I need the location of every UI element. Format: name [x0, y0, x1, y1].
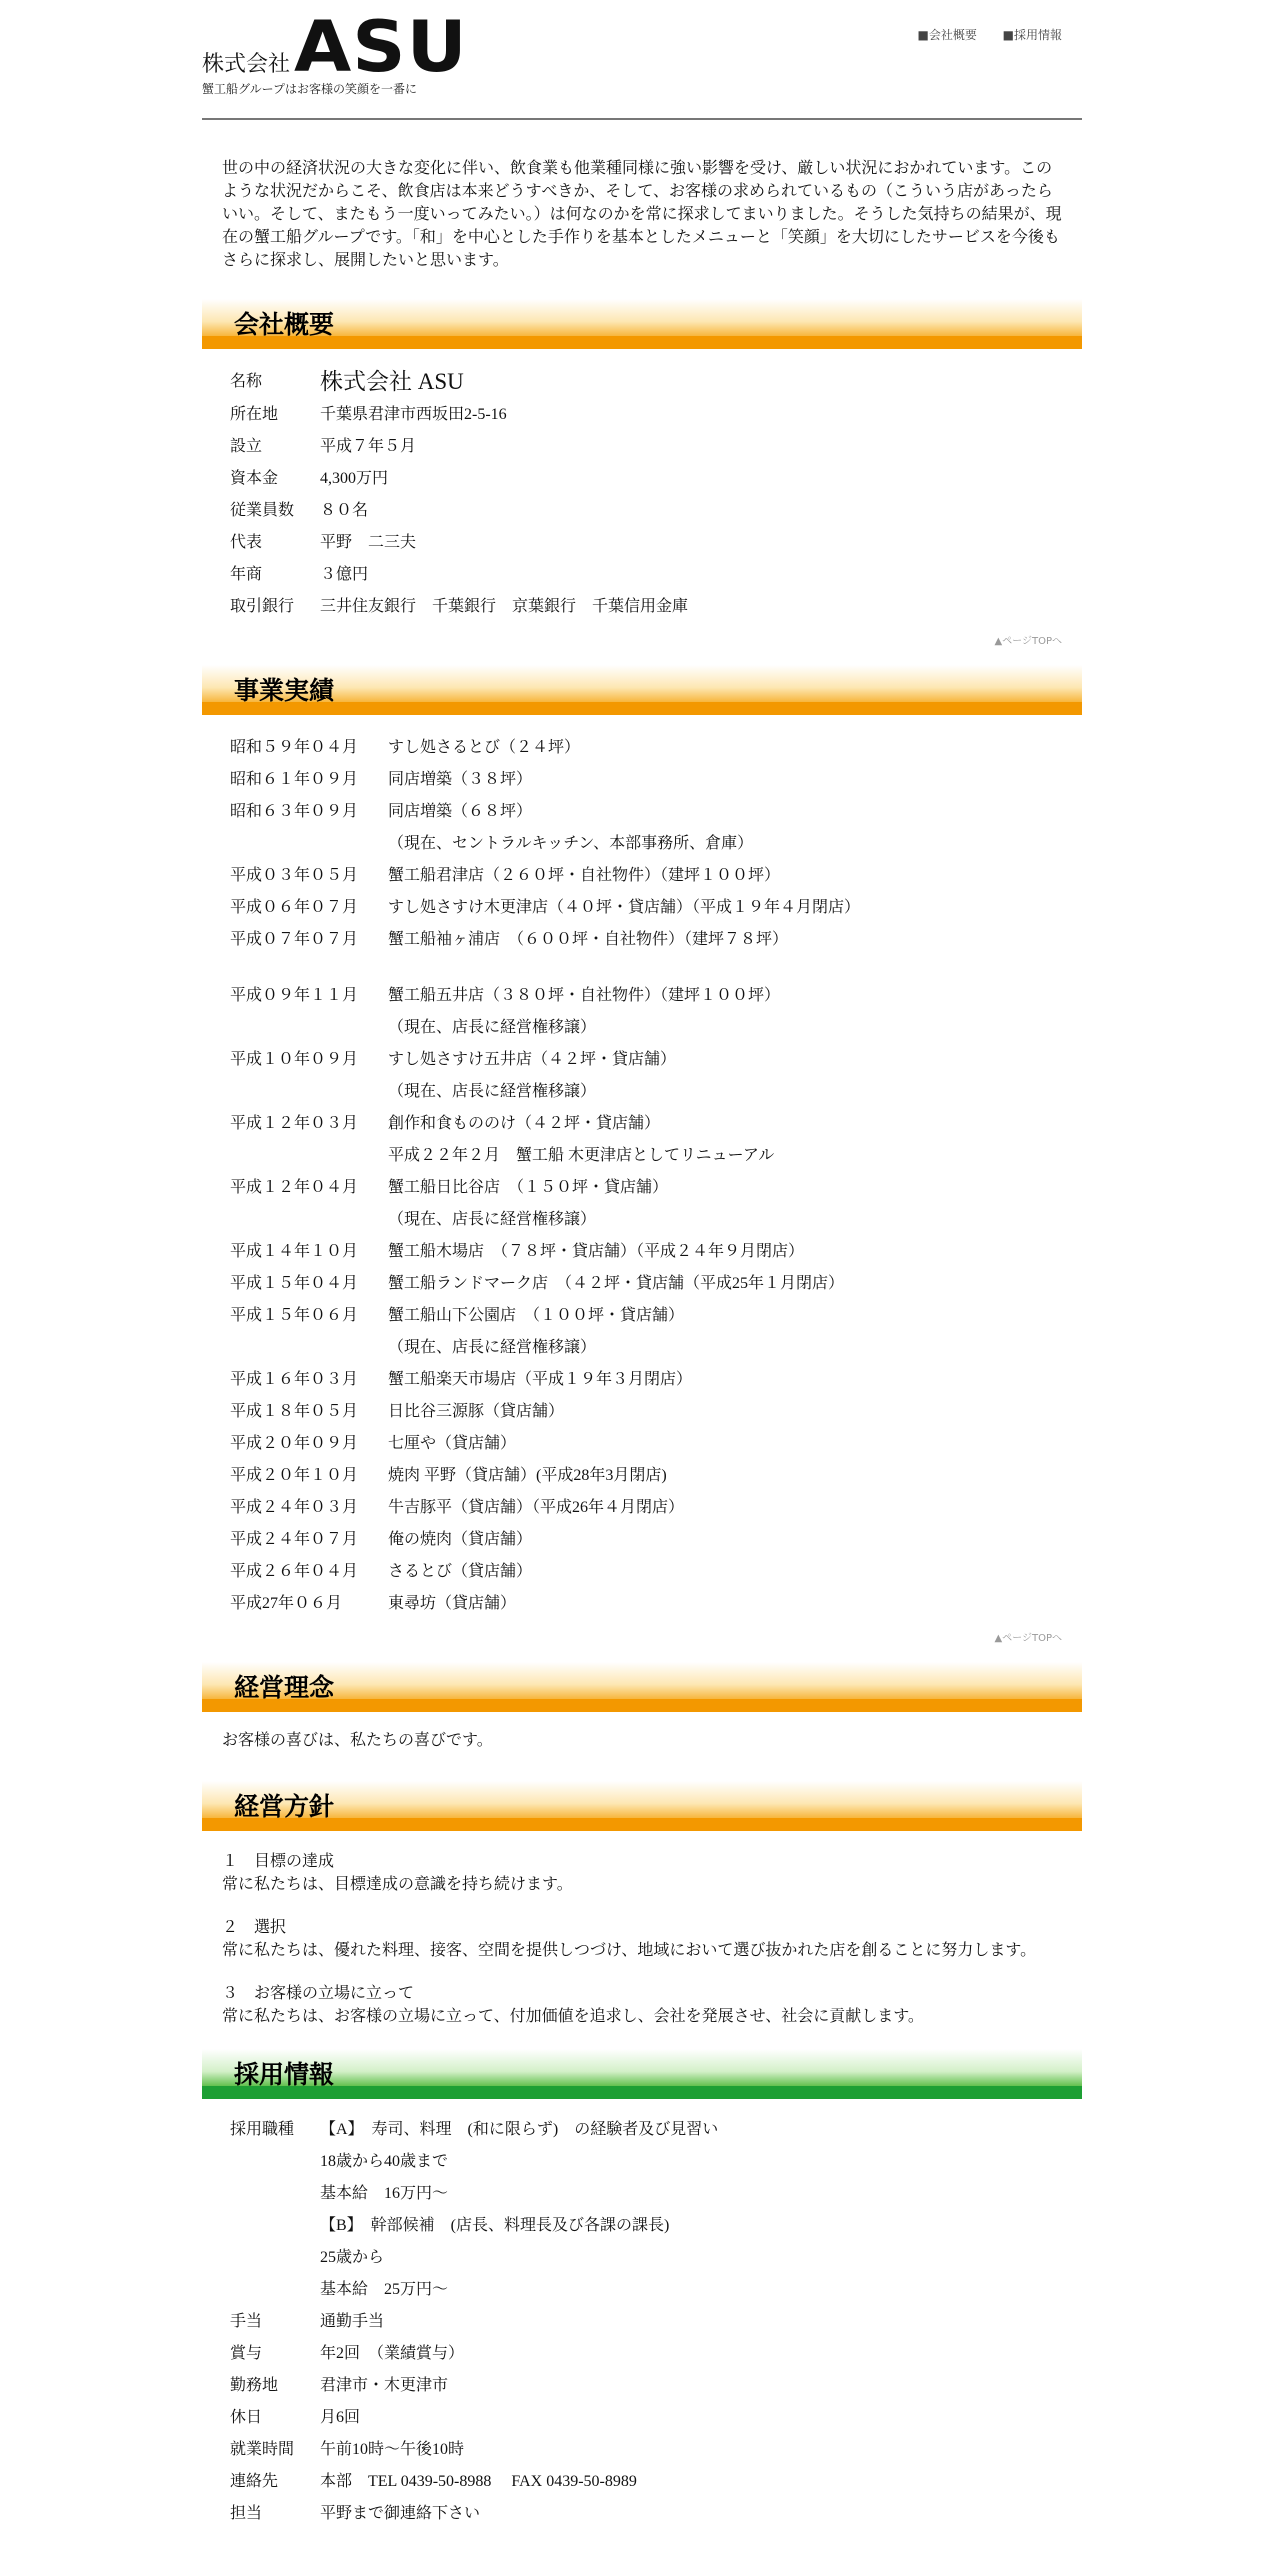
- history-row: [230, 857, 1082, 889]
- history-event: すし処さすけ木更津店（４０坪・貸店舗）（平成１９年４月閉店）: [388, 898, 861, 916]
- history-row: [230, 1457, 1082, 1489]
- history-row: [230, 1009, 1082, 1041]
- recruit-info-row: [230, 2143, 1082, 2175]
- recruit-info-row: [230, 2207, 1082, 2239]
- history-event: 俺の焼肉（貸店舗）: [388, 1530, 533, 1548]
- recruit-info-value: 【A】 寿司、料理 (和に限らず) の経験者及び見習い: [320, 2120, 719, 2138]
- history-date: 昭和６１年０９月: [230, 770, 359, 788]
- recruit-info-row: [230, 2367, 1082, 2399]
- history-event: （現在、店長に経営権移譲）: [388, 1018, 597, 1036]
- logo-tagline: 蟹工船グループはお客様の笑顔を一番に: [202, 82, 418, 96]
- history-row: [230, 1585, 1082, 1617]
- section-heading-recruit: [202, 2049, 1082, 2099]
- company-info-label: 取引銀行: [230, 597, 295, 615]
- section-title: 経営方針: [234, 1792, 335, 1821]
- history-date: 平成２６年０４月: [230, 1562, 359, 1580]
- history-event: 七厘や（貸店舗）: [388, 1434, 517, 1452]
- company-info-row: [230, 396, 1082, 428]
- history-event: 創作和食もののけ（４２坪・貸店舗）: [388, 1114, 661, 1132]
- company-info-row: [230, 524, 1082, 556]
- company-info-row: [230, 492, 1082, 524]
- recruit-info-row: [230, 2175, 1082, 2207]
- logo-company-prefix: 株式会社: [202, 51, 291, 76]
- policy-item: [222, 1981, 1062, 2027]
- intro-text: 世の中の経済状況の大きな変化に伴い、飲食業も他業種同様に強い影響を受け、厳しい状況におかれています。このような状況だからこそ、飲食店は本来どうすべきか、そして、お客様の求められているもの（こういう店があったらいい。そして、またもう一度いってみたい。）は何なのかを常に探求してまいりました。そうした気持ちの結果が、現在の蟹工船グループです。「和」を中心とした手作りを基本としたメニューと「笑顔」を大切にしたサービスを今後もさらに探求し、展開したいと思います。: [222, 158, 1062, 269]
- history-row: [230, 921, 1082, 953]
- recruit-info-label: 勤務地: [230, 2376, 279, 2394]
- section-heading-philosophy: [202, 1662, 1082, 1712]
- company-info-row: [230, 588, 1082, 620]
- recruit-info-row: [230, 2111, 1082, 2143]
- history-row: [230, 1265, 1082, 1297]
- recruit-info-label: 担当: [230, 2504, 263, 2522]
- section-title: 会社概要: [234, 310, 335, 339]
- history-date: 平成１２年０４月: [230, 1178, 359, 1196]
- company-info-label: 年商: [230, 565, 263, 583]
- policy-item-text: 常に私たちは、優れた料理、接客、空間を提供しつづけ、地域において選び抜かれた店を創ることに努力します。: [222, 1940, 1037, 1959]
- recruit-info-label: 手当: [230, 2312, 263, 2330]
- site-header: [202, 0, 1082, 120]
- recruit-info-label: 連絡先: [230, 2472, 279, 2490]
- history-row: [230, 1489, 1082, 1521]
- recruit-info-value: 年2回 （業績賞与）: [320, 2344, 465, 2362]
- history-date: 平成２０年１０月: [230, 1466, 359, 1484]
- recruit-info-value: 【B】 幹部候補 (店長、料理長及び各課の課長): [320, 2216, 670, 2234]
- recruit-info-value: 平野まで御連絡下さい: [320, 2504, 481, 2522]
- history-row: [230, 1201, 1082, 1233]
- history-event: （現在、セントラルキッチン、本部事務所、倉庫）: [388, 834, 754, 852]
- history-row: [230, 1361, 1082, 1393]
- history-spacer: [230, 953, 1082, 977]
- history-date: 平成１０年０９月: [230, 1050, 359, 1068]
- policy-item-text: 常に私たちは、お客様の立場に立って、付加価値を追求し、会社を発展させ、社会に貢献します。: [222, 2006, 924, 2025]
- recruit-info-label: 休日: [230, 2408, 263, 2426]
- policy-item-title: ２ 選択: [222, 1917, 287, 1936]
- recruit-info-table: [230, 2111, 1082, 2527]
- policy-item-title: ３ お客様の立場に立って: [222, 1983, 415, 2002]
- history-date: 平成０６年０７月: [230, 898, 359, 916]
- history-row: [230, 1233, 1082, 1265]
- history-list: [230, 729, 1082, 1617]
- history-event: （現在、店長に経営権移譲）: [388, 1210, 597, 1228]
- history-date: 平成０３年０５月: [230, 866, 359, 884]
- history-date: 平成１５年０４月: [230, 1274, 359, 1292]
- history-row: [230, 1521, 1082, 1553]
- history-date: 平成27年０６月: [230, 1594, 343, 1612]
- history-row: [230, 1553, 1082, 1585]
- history-event: 蟹工船ランドマーク店 （４２坪・貸店舗（平成25年１月閉店）: [388, 1274, 845, 1292]
- company-info-value: ８０名: [320, 501, 369, 519]
- history-event: 蟹工船日比谷店 （１５０坪・貸店舗）: [388, 1178, 669, 1196]
- history-date: 平成１５年０６月: [230, 1306, 359, 1324]
- recruit-info-label: 賞与: [230, 2344, 263, 2362]
- history-event: （現在、店長に経営権移譲）: [388, 1338, 597, 1356]
- history-event: 同店増築（３８坪）: [388, 770, 533, 788]
- company-info-value: 平成７年５月: [320, 437, 417, 455]
- history-date: 平成０７年０７月: [230, 930, 359, 948]
- page-top-link[interactable]: ▲ページTOPへ: [994, 636, 1062, 647]
- history-event: すし処さるとび（２４坪）: [388, 738, 581, 756]
- history-row: [230, 761, 1082, 793]
- company-info-row: [230, 556, 1082, 588]
- company-info-value: ３億円: [320, 565, 369, 583]
- section-heading-company: [202, 299, 1082, 349]
- history-row: [230, 889, 1082, 921]
- company-info-value: 三井住友銀行 千葉銀行 京葉銀行 千葉信用金庫: [320, 597, 689, 615]
- recruit-info-value: 通勤手当: [320, 2312, 385, 2330]
- history-row: [230, 793, 1082, 825]
- history-event: さるとび（貸店舗）: [388, 1562, 533, 1580]
- history-row: [230, 825, 1082, 857]
- recruit-info-value: 君津市・木更津市: [320, 2376, 449, 2394]
- history-date: 平成１２年０３月: [230, 1114, 359, 1132]
- company-info-value: 平野 二三夫: [320, 533, 417, 551]
- logo-wordmark: ASU: [294, 6, 468, 88]
- history-row: [230, 1073, 1082, 1105]
- company-info-value: 4,300万円: [320, 469, 389, 487]
- company-info-row: [230, 428, 1082, 460]
- nav-recruit-link[interactable]: ■採用情報: [1002, 28, 1062, 42]
- history-event: 蟹工船五井店（３８０坪・自社物件）（建坪１００坪）: [388, 986, 781, 1004]
- recruit-info-row: [230, 2271, 1082, 2303]
- history-date: 平成１６年０３月: [230, 1370, 359, 1388]
- page: [202, 0, 1082, 2527]
- recruit-info-row: [230, 2399, 1082, 2431]
- history-row: [230, 1425, 1082, 1457]
- recruit-info-row: [230, 2335, 1082, 2367]
- company-info-row: [230, 363, 1082, 396]
- company-info-label: 資本金: [230, 469, 279, 487]
- policy-item: [222, 1915, 1062, 1961]
- history-event: （現在、店長に経営権移譲）: [388, 1082, 597, 1100]
- company-info-table: [230, 363, 1082, 620]
- recruit-info-row: [230, 2303, 1082, 2335]
- history-event: 蟹工船山下公園店 （１００坪・貸店舗）: [388, 1306, 685, 1324]
- recruit-info-value: 25歳から: [320, 2248, 385, 2266]
- recruit-info-label: 採用職種: [230, 2120, 295, 2138]
- site-logo[interactable]: [202, 6, 468, 97]
- history-event: 蟹工船木場店 （７８坪・貸店舗）（平成２４年９月閉店）: [388, 1242, 805, 1260]
- history-date: 平成１８年０５月: [230, 1402, 359, 1420]
- history-row: [230, 977, 1082, 1009]
- section-heading-policy: [202, 1781, 1082, 1831]
- recruit-info-value: 18歳から40歳まで: [320, 2152, 449, 2170]
- history-row: [230, 729, 1082, 761]
- policy-item-title: １ 目標の達成: [222, 1851, 335, 1870]
- history-row: [230, 1041, 1082, 1073]
- history-row: [230, 1297, 1082, 1329]
- history-row: [230, 1137, 1082, 1169]
- history-row: [230, 1329, 1082, 1361]
- history-date: 昭和５９年０４月: [230, 738, 359, 756]
- history-event: 焼肉 平野（貸店舗）(平成28年3月閉店): [388, 1466, 667, 1484]
- history-date: 昭和６３年０９月: [230, 802, 359, 820]
- policy-list: [222, 1849, 1062, 2027]
- company-info-label: 代表: [230, 533, 263, 551]
- history-row: [230, 1169, 1082, 1201]
- history-date: 平成１４年１０月: [230, 1242, 359, 1260]
- page-top-link[interactable]: ▲ページTOPへ: [994, 1633, 1062, 1644]
- company-info-label: 従業員数: [230, 501, 295, 519]
- recruit-info-value: 午前10時～午後10時: [320, 2440, 465, 2458]
- history-date: 平成２０年０９月: [230, 1434, 359, 1452]
- history-event: 蟹工船楽天市場店（平成１９年３月閉店）: [388, 1370, 693, 1388]
- company-info-label: 名称: [230, 373, 263, 390]
- policy-item: [222, 1849, 1062, 1895]
- company-info-label: 設立: [230, 437, 263, 455]
- company-info-value: 株式会社 ASU: [320, 369, 464, 394]
- recruit-info-value: 基本給 25万円～: [320, 2280, 449, 2298]
- history-event: 同店増築（６８坪）: [388, 802, 533, 820]
- recruit-info-value: 基本給 16万円～: [320, 2184, 449, 2202]
- recruit-info-row: [230, 2463, 1082, 2495]
- philosophy-text: お客様の喜びは、私たちの喜びです。: [222, 1730, 493, 1749]
- history-row: [230, 1105, 1082, 1137]
- history-event: 蟹工船袖ヶ浦店 （６００坪・自社物件）（建坪７８坪）: [388, 930, 789, 948]
- history-event: 平成２２年２月 蟹工船 木更津店としてリニューアル: [388, 1146, 775, 1164]
- history-event: 日比谷三源豚（貸店舗）: [388, 1402, 565, 1420]
- company-info-label: 所在地: [230, 405, 279, 423]
- nav-company-link[interactable]: ■会社概要: [917, 28, 977, 42]
- section-heading-history: [202, 665, 1082, 715]
- history-event: 蟹工船君津店（２６０坪・自社物件）（建坪１００坪）: [388, 866, 781, 884]
- recruit-info-value: 本部 TEL 0439-50-8988 FAX 0439-50-8989: [320, 2472, 637, 2490]
- history-date: 平成０９年１１月: [230, 986, 359, 1004]
- company-info-value: 千葉県君津市西坂田2-5-16: [320, 405, 507, 423]
- history-row: [230, 1393, 1082, 1425]
- history-date: 平成２４年０３月: [230, 1498, 359, 1516]
- recruit-info-row: [230, 2495, 1082, 2527]
- company-info-row: [230, 460, 1082, 492]
- section-title: 事業実績: [234, 676, 335, 705]
- top-nav: [895, 26, 1062, 43]
- recruit-info-value: 月6回: [320, 2408, 361, 2426]
- recruit-info-row: [230, 2431, 1082, 2463]
- history-event: 牛吉豚平（貸店舗）（平成26年４月閉店）: [388, 1498, 685, 1516]
- recruit-info-label: 就業時間: [230, 2440, 295, 2458]
- recruit-info-row: [230, 2239, 1082, 2271]
- history-date: 平成２４年０７月: [230, 1530, 359, 1548]
- section-title: 採用情報: [234, 2060, 335, 2089]
- history-event: 東尋坊（貸店舗）: [388, 1594, 517, 1612]
- section-title: 経営理念: [234, 1673, 335, 1702]
- history-event: すし処さすけ五井店（４２坪・貸店舗）: [388, 1050, 677, 1068]
- policy-item-text: 常に私たちは、目標達成の意識を持ち続けます。: [222, 1874, 573, 1893]
